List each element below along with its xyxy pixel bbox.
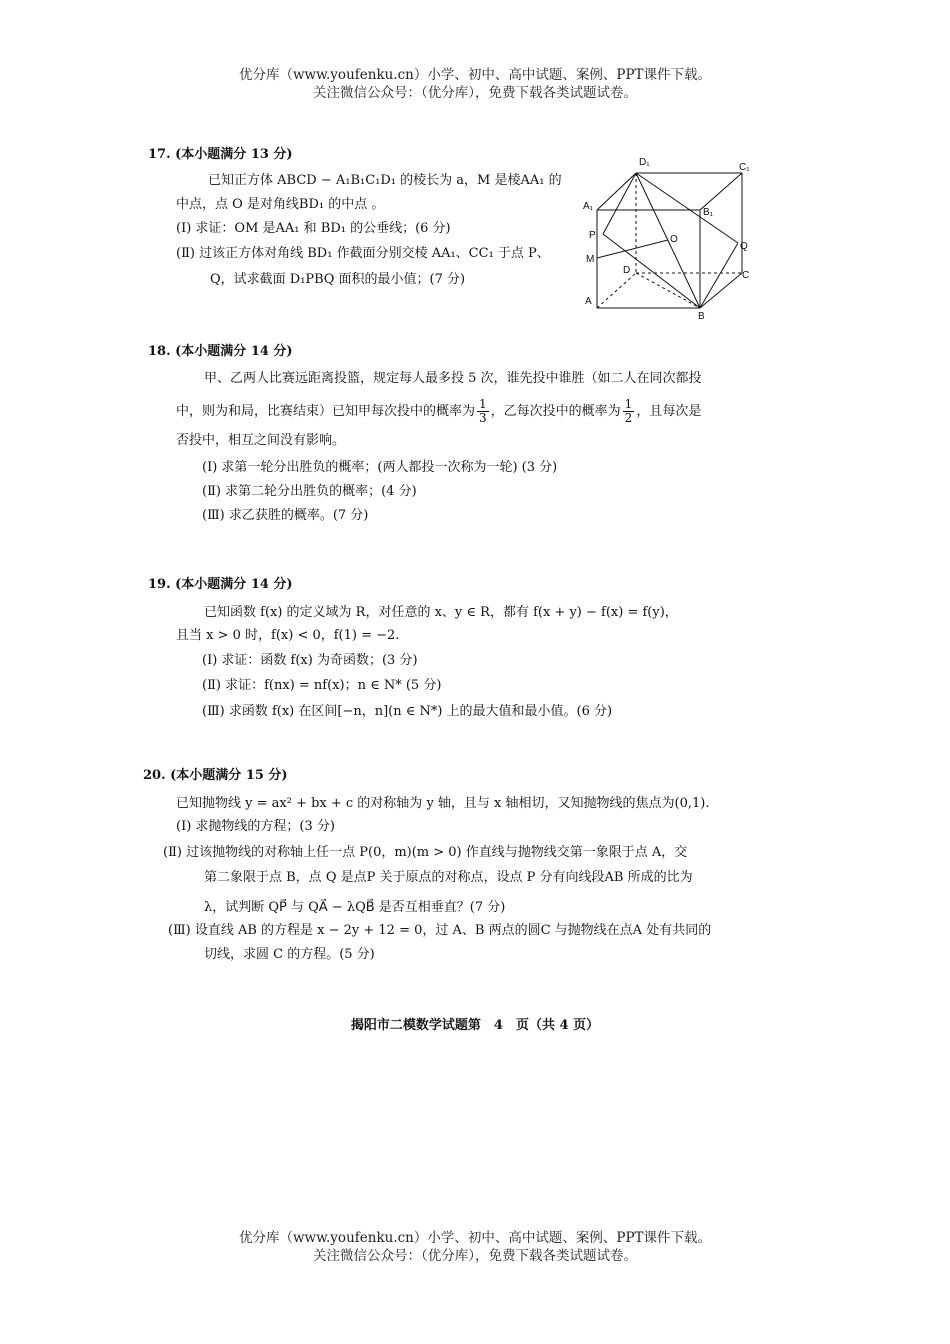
q20-line-7: 切线，求圆 C 的方程。(5 分) bbox=[204, 947, 375, 962]
banner-line-2: 关注微信公众号：（优分库），免费下载各类试题试卷。 bbox=[313, 85, 637, 101]
fraction-1-denominator: 3 bbox=[479, 411, 487, 425]
label-C: C bbox=[742, 270, 750, 281]
q17-line-5: Q，试求截面 D₁PBQ 面积的最小值；(7 分) bbox=[210, 272, 466, 287]
q17-line-1: 已知正方体 ABCD − A₁B₁C₁D₁ 的棱长为 a，M 是棱AA₁ 的 bbox=[208, 173, 562, 188]
q20-heading: 20. (本小题满分 15 分) bbox=[143, 768, 288, 783]
q20-line-1: 已知抛物线 y = ax² + bx + c 的对称轴为 y 轴，且与 x 轴相切，又知抛物线的焦点为(0,1). bbox=[176, 796, 710, 811]
q18-heading: 18. (本小题满分 14 分) bbox=[148, 344, 293, 359]
q19-heading: 19. (本小题满分 14 分) bbox=[148, 577, 293, 592]
q18-line-2-part-c: ，且每次是 bbox=[636, 404, 702, 419]
q18-line-1: 甲、乙两人比赛远距离投篮，规定每人最多投 5 次，谁先投中谁胜（如二人在同次都投 bbox=[204, 371, 702, 386]
q18-line-2 bbox=[176, 397, 701, 427]
q19-line-4: (Ⅱ) 求证：f(nx) = nf(x)；n ∈ N* (5 分) bbox=[202, 678, 442, 693]
fraction-2-numerator: 1 bbox=[624, 397, 633, 411]
q17-line-4: (Ⅱ) 过该正方体对角线 BD₁ 作截面分别交棱 AA₁、CC₁ 于点 P、 bbox=[176, 246, 550, 261]
label-A1: A₁ bbox=[583, 201, 594, 212]
label-P: P bbox=[589, 230, 596, 241]
fraction-1-numerator: 1 bbox=[479, 397, 487, 411]
label-B1: B₁ bbox=[703, 207, 714, 218]
fraction-one-half bbox=[623, 398, 635, 425]
label-D1: D₁ bbox=[639, 157, 650, 168]
q18-line-4: (Ⅰ) 求第一轮分出胜负的概率；(两人都投一次称为一轮) (3 分) bbox=[202, 460, 558, 475]
label-C1: C₁ bbox=[739, 162, 750, 173]
bottom-banner-line-2: 关注微信公众号：（优分库），免费下载各类试题试卷。 bbox=[313, 1248, 637, 1264]
q20-line-2: (Ⅰ) 求抛物线的方程；(3 分) bbox=[176, 819, 335, 834]
label-O: O bbox=[670, 234, 678, 245]
label-A: A bbox=[585, 296, 592, 307]
footer-banner bbox=[0, 1229, 950, 1265]
q17-line-3: (Ⅰ) 求证：OM 是AA₁ 和 BD₁ 的公垂线；(6 分) bbox=[176, 221, 451, 236]
q20-line-3: (Ⅱ) 过该抛物线的对称轴上任一点 P(0，m)(m > 0) 作直线与抛物线交第一象限于点 A，交 bbox=[163, 845, 688, 860]
q18-line-2-part-a: 中，则为和局，比赛结束）已知甲每次投中的概率为 bbox=[176, 404, 476, 419]
page-footer: 揭阳市二模数学试题第 4 页（共 4 页） bbox=[350, 1018, 600, 1033]
label-M: M bbox=[586, 254, 595, 265]
label-D: D bbox=[623, 265, 631, 276]
q18-line-5: (Ⅱ) 求第二轮分出胜负的概率；(4 分) bbox=[202, 484, 417, 499]
bottom-banner-line-1: 优分库（www.youfenku.cn）小学、初中、高中试题、案例、PPT课件下载。 bbox=[238, 1230, 712, 1246]
q20-line-5: λ，试判断 QP⃗ 与 QA⃗ − λQB⃗ 是否互相垂直？(7 分) bbox=[204, 900, 506, 915]
q20-line-4: 第二象限于点 B，点 Q 是点P 关于原点的对称点，设点 P 分有向线段AB 所成的比为 bbox=[204, 870, 693, 885]
q20-line-6: (Ⅲ) 设直线 AB 的方程是 x − 2y + 12 = 0，过 A、B 两点的圆C 与抛物线在点A 处有共同的 bbox=[168, 923, 712, 938]
label-Q: Q bbox=[740, 241, 748, 252]
q19-line-5: (Ⅲ) 求函数 f(x) 在区间[−n，n](n ∈ N*) 上的最大值和最小值。(6 分) bbox=[202, 704, 613, 719]
q19-line-1: 已知函数 f(x) 的定义域为 R，对任意的 x、y ∈ R，都有 f(x + y) − f(x) = f(y)， bbox=[204, 605, 678, 620]
banner-line-1: 优分库（www.youfenku.cn）小学、初中、高中试题、案例、PPT课件下载。 bbox=[238, 67, 712, 83]
q18-line-6: (Ⅲ) 求乙获胜的概率。(7 分) bbox=[202, 508, 369, 523]
q17-line-2: 中点，点 O 是对角线BD₁ 的中点 。 bbox=[176, 197, 385, 212]
q19-line-3: (Ⅰ) 求证：函数 f(x) 为奇函数；(3 分) bbox=[202, 653, 418, 668]
q18-line-3: 否投中，相互之间没有影响。 bbox=[176, 433, 346, 448]
cube-figure bbox=[578, 150, 760, 322]
q19-line-2: 且当 x > 0 时，f(x) < 0，f(1) = −2. bbox=[176, 628, 400, 643]
q18-line-2-part-b: ，乙每次投中的概率为 bbox=[490, 404, 621, 419]
fraction-one-third bbox=[477, 398, 489, 425]
fraction-2-denominator: 2 bbox=[624, 411, 633, 425]
label-B: B bbox=[698, 311, 705, 322]
q17-heading: 17. (本小题满分 13 分) bbox=[148, 147, 293, 162]
